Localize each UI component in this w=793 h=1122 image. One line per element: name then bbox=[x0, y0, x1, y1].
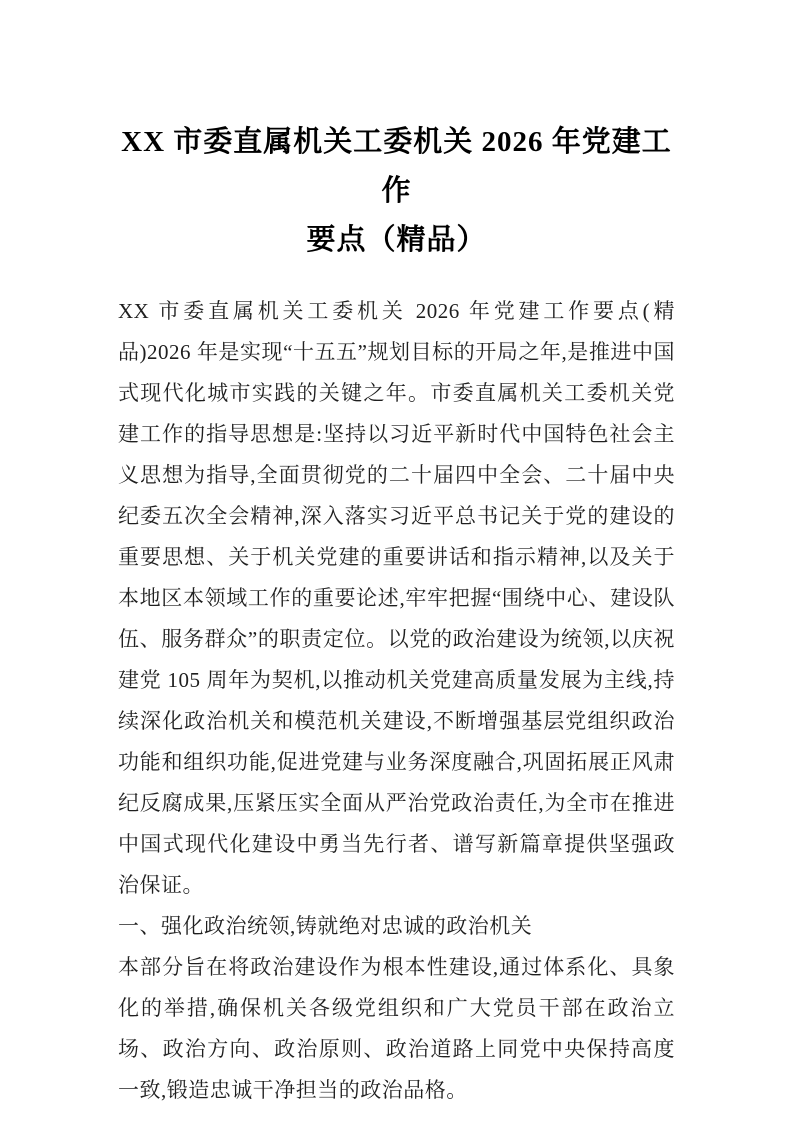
document-title bbox=[117, 118, 676, 265]
body-paragraph: XX 市委直属机关工委机关 2026 年党建工作要点(精品)2026 年是实现“十五五”规划目标的开局之年,是推进中国式现代化城市实践的关键之年。市委直属机关工委机关党建工作的指导思想是:坚持以习近平新时代中国特色社会主义思想为指导,全面贯彻党的二十届四中全会、二十届中央纪委五次全会精神,深入落实习近平总书记关于党的建设的重要思想、关于机关党建的重要讲话和指示精神,以及关于本地区本领域工作的重要论述,牢牢把握“围绕中心、建设队伍、服务群众”的职责定位。以党的政治建设为统领,以庆祝建党 105 周年为契机,以推动机关党建高质量发展为主线,持续深化政治机关和模范机关建设,不断增强基层党组织政治功能和组织功能,促进党建与业务深度融合,巩固拓展正风肃纪反腐成果,压紧压实全面从严治党政治责任,为全市在推进中国式现代化建设中勇当先行者、谱写新篇章提供坚强政治保证。 bbox=[118, 299, 675, 897]
document-title-line-2: 要点（精品） bbox=[306, 224, 487, 256]
body-paragraph: 本部分旨在将政治建设作为根本性建设,通过体系化、具象化的举措,确保机关各级党组织和广大党员干部在政治立场、政治方向、政治原则、政治道路上同党中央保持高度一致,锻造忠诚干净担当的政治品格。 bbox=[118, 955, 675, 1102]
document-title-line-1: XX 市委直属机关工委机关 2026 年党建工作 bbox=[121, 126, 672, 207]
document-body bbox=[118, 291, 675, 1111]
section-heading: 一、强化政治统领,铸就绝对忠诚的政治机关 bbox=[118, 914, 533, 938]
